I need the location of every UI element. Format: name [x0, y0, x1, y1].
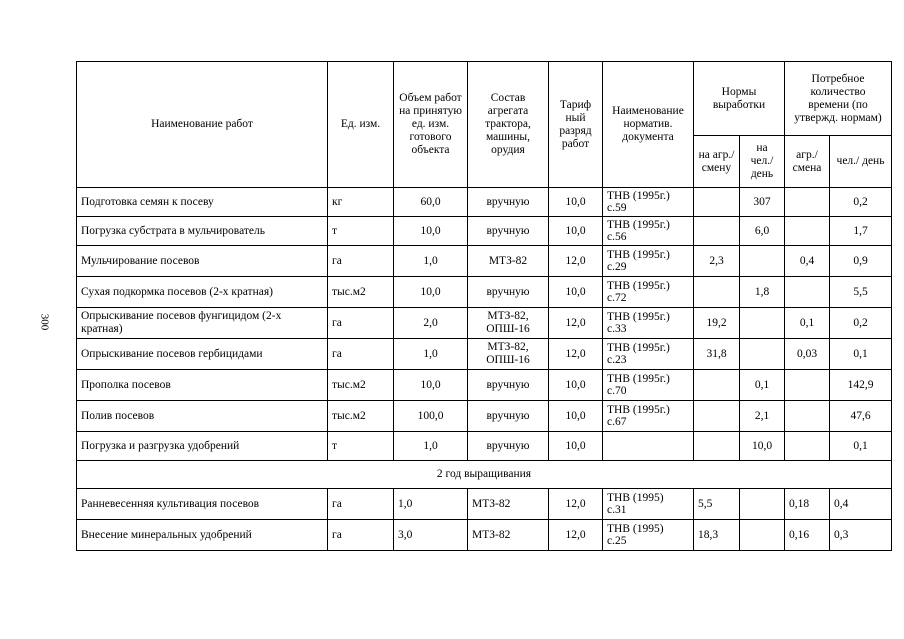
- cell-aggregate: МТЗ-82, ОПШ-16: [468, 308, 549, 339]
- cell-work-name: Подготовка семян к посеву: [77, 188, 328, 217]
- cell-norm-doc: [603, 520, 694, 551]
- cell-output-person: 0,1: [740, 370, 785, 401]
- cell-time-person: 47,6: [830, 401, 892, 432]
- header-tariff: Тариф ный разряд работ: [549, 62, 603, 188]
- cell-time-agg: [785, 217, 830, 246]
- header-output-per-agg: на агр./ смену: [694, 136, 740, 188]
- cell-work-name: Погрузка субстрата в мульчирователь: [77, 217, 328, 246]
- cell-tariff: 10,0: [549, 277, 603, 308]
- cell-work-name: Ранневесенняя культивация посевов: [77, 489, 328, 520]
- cell-time-agg: [785, 401, 830, 432]
- cell-output-agg: [694, 188, 740, 217]
- cell-volume: 1,0: [394, 489, 468, 520]
- cell-aggregate: МТЗ-82: [468, 520, 549, 551]
- cell-volume: 1,0: [394, 339, 468, 370]
- cell-unit: га: [328, 246, 394, 277]
- section-row: [77, 461, 892, 489]
- cell-work-name: Мульчирование посевов: [77, 246, 328, 277]
- table-row: [77, 370, 892, 401]
- cell-tariff: 10,0: [549, 217, 603, 246]
- cell-time-agg: [785, 370, 830, 401]
- table-row: [77, 401, 892, 432]
- cell-unit: тыс.м2: [328, 370, 394, 401]
- doc-line-1: ТНВ (1995г.): [607, 249, 670, 261]
- cell-volume: 3,0: [394, 520, 468, 551]
- cell-time-agg: 0,1: [785, 308, 830, 339]
- cell-volume: 100,0: [394, 401, 468, 432]
- doc-line-2: с.33: [607, 323, 627, 335]
- cell-aggregate: МТЗ-82, ОПШ-16: [468, 339, 549, 370]
- cell-tariff: 12,0: [549, 246, 603, 277]
- cell-norm-doc: [603, 432, 694, 461]
- cell-unit: га: [328, 489, 394, 520]
- doc-line-1: ТНВ (1995г.): [607, 219, 670, 231]
- cell-time-person: 0,1: [830, 339, 892, 370]
- doc-line-2: с.70: [607, 385, 627, 397]
- cell-work-name: Прополка посевов: [77, 370, 328, 401]
- header-work-name: Наименование работ: [77, 62, 328, 188]
- cell-norm-doc: [603, 246, 694, 277]
- cell-aggregate: вручную: [468, 432, 549, 461]
- doc-line-1: ТНВ (1995г.): [607, 190, 670, 202]
- cell-aggregate: вручную: [468, 188, 549, 217]
- table-row: [77, 308, 892, 339]
- header-time-person: чел./ день: [830, 136, 892, 188]
- cell-aggregate: вручную: [468, 370, 549, 401]
- cell-volume: 10,0: [394, 217, 468, 246]
- cell-work-name: Погрузка и разгрузка удобрений: [77, 432, 328, 461]
- cell-output-agg: 2,3: [694, 246, 740, 277]
- cell-time-agg: [785, 277, 830, 308]
- doc-line-2: с.67: [607, 416, 627, 428]
- cell-time-agg: [785, 188, 830, 217]
- header-aggregate: Состав агрегата трактора, машины, орудия: [468, 62, 549, 188]
- cell-unit: га: [328, 339, 394, 370]
- cell-unit: тыс.м2: [328, 401, 394, 432]
- cell-time-agg: 0,03: [785, 339, 830, 370]
- cell-aggregate: вручную: [468, 401, 549, 432]
- doc-line-1: ТНВ (1995г.): [607, 342, 670, 354]
- cell-aggregate: МТЗ-82: [468, 489, 549, 520]
- cell-time-person: 0,4: [830, 489, 892, 520]
- doc-line-2: с.56: [607, 231, 627, 243]
- cell-volume: 60,0: [394, 188, 468, 217]
- cell-norm-doc: [603, 308, 694, 339]
- cell-time-person: 0,3: [830, 520, 892, 551]
- doc-line-1: ТНВ (1995): [607, 492, 664, 504]
- cell-output-agg: [694, 370, 740, 401]
- table-row: [77, 188, 892, 217]
- cell-unit: тыс.м2: [328, 277, 394, 308]
- cell-aggregate: МТЗ-82: [468, 246, 549, 277]
- cell-volume: 2,0: [394, 308, 468, 339]
- cell-unit: кг: [328, 188, 394, 217]
- cell-volume: 10,0: [394, 370, 468, 401]
- cell-output-person: [740, 339, 785, 370]
- cell-work-name: Внесение минеральных удобрений: [77, 520, 328, 551]
- cell-volume: 1,0: [394, 246, 468, 277]
- cell-output-agg: 31,8: [694, 339, 740, 370]
- cell-norm-doc: [603, 489, 694, 520]
- header-output-per-person: на чел./ день: [740, 136, 785, 188]
- cell-output-agg: [694, 401, 740, 432]
- cell-time-person: 142,9: [830, 370, 892, 401]
- header-time-agg: агр./ смена: [785, 136, 830, 188]
- page-number: 300: [38, 313, 51, 331]
- table-row: [77, 246, 892, 277]
- cell-unit: га: [328, 308, 394, 339]
- cell-time-person: 0,2: [830, 188, 892, 217]
- header-norm-doc: Наименование норматив. документа: [603, 62, 694, 188]
- table-row: [77, 217, 892, 246]
- table-row: [77, 339, 892, 370]
- cell-work-name: Опрыскивание посевов гербицидами: [77, 339, 328, 370]
- cell-tariff: 12,0: [549, 489, 603, 520]
- cell-unit: т: [328, 432, 394, 461]
- table-row: [77, 489, 892, 520]
- table-row: [77, 277, 892, 308]
- cell-time-agg: 0,4: [785, 246, 830, 277]
- cell-work-name: Полив посевов: [77, 401, 328, 432]
- cell-time-person: 0,1: [830, 432, 892, 461]
- cell-output-agg: [694, 432, 740, 461]
- cell-tariff: 10,0: [549, 370, 603, 401]
- cell-tariff: 12,0: [549, 308, 603, 339]
- cell-tariff: 10,0: [549, 432, 603, 461]
- cell-volume: 10,0: [394, 277, 468, 308]
- doc-line-2: с.25: [607, 535, 627, 547]
- cell-output-agg: [694, 217, 740, 246]
- cell-unit: га: [328, 520, 394, 551]
- doc-line-1: ТНВ (1995г.): [607, 311, 670, 323]
- work-table: [76, 61, 892, 551]
- cell-time-agg: 0,18: [785, 489, 830, 520]
- cell-tariff: 12,0: [549, 520, 603, 551]
- table-row: [77, 520, 892, 551]
- header-volume: Объем работ на принятую ед. изм. готового объекта: [394, 62, 468, 188]
- doc-line-1: ТНВ (1995г.): [607, 280, 670, 292]
- cell-work-name: Опрыскивание посевов фунгицидом (2-х кратная): [77, 308, 328, 339]
- cell-output-person: 2,1: [740, 401, 785, 432]
- cell-output-person: [740, 489, 785, 520]
- cell-output-agg: 5,5: [694, 489, 740, 520]
- cell-output-person: 6,0: [740, 217, 785, 246]
- cell-output-person: [740, 246, 785, 277]
- cell-unit: т: [328, 217, 394, 246]
- cell-time-person: 1,7: [830, 217, 892, 246]
- cell-output-person: 307: [740, 188, 785, 217]
- cell-output-person: [740, 308, 785, 339]
- cell-aggregate: вручную: [468, 277, 549, 308]
- header-row-1: [77, 62, 892, 136]
- cell-output-agg: 18,3: [694, 520, 740, 551]
- header-unit: Ед. изм.: [328, 62, 394, 188]
- cell-time-agg: 0,16: [785, 520, 830, 551]
- header-time-required: Потребное количество времени (по утвержд. нормам): [785, 62, 892, 136]
- cell-tariff: 12,0: [549, 339, 603, 370]
- cell-norm-doc: [603, 277, 694, 308]
- cell-tariff: 10,0: [549, 188, 603, 217]
- cell-time-person: 0,9: [830, 246, 892, 277]
- cell-tariff: 10,0: [549, 401, 603, 432]
- doc-line-2: с.59: [607, 202, 627, 214]
- cell-output-person: [740, 520, 785, 551]
- cell-output-person: 10,0: [740, 432, 785, 461]
- doc-line-2: с.31: [607, 504, 627, 516]
- doc-line-1: ТНВ (1995): [607, 523, 664, 535]
- cell-output-person: 1,8: [740, 277, 785, 308]
- table-row: [77, 432, 892, 461]
- cell-time-agg: [785, 432, 830, 461]
- cell-time-person: 5,5: [830, 277, 892, 308]
- doc-line-2: с.29: [607, 261, 627, 273]
- doc-line-1: ТНВ (1995г.): [607, 404, 670, 416]
- cell-output-agg: [694, 277, 740, 308]
- cell-aggregate: вручную: [468, 217, 549, 246]
- cell-norm-doc: [603, 188, 694, 217]
- cell-output-agg: 19,2: [694, 308, 740, 339]
- doc-line-2: с.72: [607, 292, 627, 304]
- cell-norm-doc: [603, 370, 694, 401]
- cell-time-person: 0,2: [830, 308, 892, 339]
- cell-norm-doc: [603, 339, 694, 370]
- section-title: 2 год выращивания: [77, 461, 892, 489]
- cell-norm-doc: [603, 401, 694, 432]
- cell-norm-doc: [603, 217, 694, 246]
- cell-volume: 1,0: [394, 432, 468, 461]
- doc-line-2: с.23: [607, 354, 627, 366]
- doc-line-1: ТНВ (1995г.): [607, 373, 670, 385]
- header-output-norms: Нормы выработки: [694, 62, 785, 136]
- cell-work-name: Сухая подкормка посевов (2-х кратная): [77, 277, 328, 308]
